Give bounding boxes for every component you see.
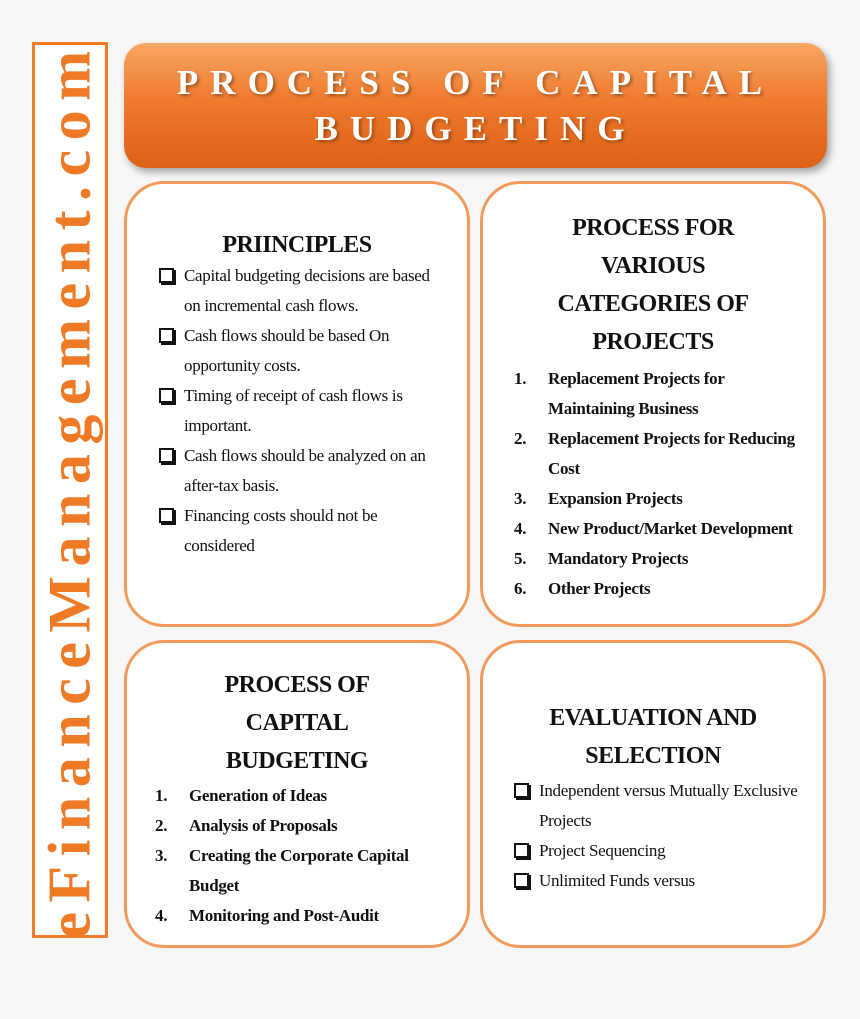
principles-title: PRIINCIPLES [222,232,372,258]
principles-list [159,261,443,561]
list-item-text: New Product/Market Development [548,519,793,538]
list-item-number: 6. [514,579,527,598]
list-item-text: Unlimited Funds versus [539,871,695,890]
list-item-text: Creating the Corporate Capital Budget [189,846,409,895]
list-item [155,841,447,901]
list-item [155,811,447,841]
list-item-number: 1. [155,786,168,805]
list-item-number: 3. [514,489,527,508]
categories-title-line: CATEGORIES OF [557,291,749,317]
list-item-text: Expansion Projects [548,489,683,508]
list-item-text: Independent versus Mutually Exclusive Projects [539,781,798,830]
categories-title-line: VARIOUS [600,253,706,279]
principles-card [124,181,470,627]
list-item-text: Cash flows should be based On opportunity costs. [184,326,390,375]
process-list [155,781,447,931]
list-item [155,901,447,931]
title-line-1: PROCESS OF CAPITAL [176,62,775,102]
list-item [159,381,443,441]
list-item-number: 4. [514,519,527,538]
list-item-number: 5. [514,549,527,568]
list-item-text: Replacement Projects for Reducing Cost [548,429,795,478]
checkbox-bullet-icon [159,508,174,523]
checkbox-bullet-icon [514,783,529,798]
list-item [159,501,443,561]
evaluation-title-line: EVALUATION AND [549,705,757,731]
title-banner [124,43,827,168]
list-item-text: Project Sequencing [539,841,666,860]
title-line-2: BUDGETING [314,108,637,148]
list-item-text: Financing costs should not be considered [184,506,378,555]
list-item-number: 4. [155,906,168,925]
evaluation-title-line: SELECTION [585,743,721,769]
list-item-text: Generation of Ideas [189,786,327,805]
process-title-line: PROCESS OF [224,672,370,698]
list-item [514,836,803,866]
process-title [127,666,467,780]
list-item [514,364,803,424]
checkbox-bullet-icon [159,388,174,403]
list-item-text: Monitoring and Post-Audit [189,906,379,925]
list-item-text: Timing of receipt of cash flows is important. [184,386,403,435]
process-title-line: CAPITAL [245,710,349,736]
list-item-text: Other Projects [548,579,651,598]
checkbox-bullet-icon [159,268,174,283]
list-item-number: 1. [514,369,527,388]
list-item [514,424,803,484]
list-item [514,544,803,574]
checkbox-bullet-icon [159,328,174,343]
list-item [159,321,443,381]
categories-title-line: PROCESS FOR [572,215,734,241]
list-item [514,776,803,836]
checkbox-bullet-icon [159,448,174,463]
evaluation-list [514,776,803,896]
list-item-number: 2. [155,816,168,835]
list-item [514,484,803,514]
categories-title [483,209,823,361]
checkbox-bullet-icon [514,843,529,858]
categories-card [480,181,826,627]
process-title-line: BUDGETING [225,748,369,774]
process-card [124,640,470,948]
checkbox-bullet-icon [514,873,529,888]
list-item [155,781,447,811]
list-item [514,574,803,604]
list-item-text: Cash flows should be analyzed on an after-tax basis. [184,446,426,495]
brand-sidebar [32,42,108,938]
list-item-text: Replacement Projects for Maintaining Business [548,369,725,418]
list-item [159,441,443,501]
list-item [159,261,443,321]
list-item [514,514,803,544]
brand-vertical-text: eFinanceManagement.com [36,41,103,939]
list-item-text: Capital budgeting decisions are based on incremental cash flows. [184,266,430,315]
list-item-text: Mandatory Projects [548,549,689,568]
list-item-text: Analysis of Proposals [189,816,338,835]
categories-list [514,364,803,604]
evaluation-card [480,640,826,948]
categories-title-line: PROJECTS [592,329,714,355]
evaluation-title [483,699,823,775]
list-item-number: 3. [155,846,168,865]
list-item [514,866,803,896]
list-item-number: 2. [514,429,527,448]
